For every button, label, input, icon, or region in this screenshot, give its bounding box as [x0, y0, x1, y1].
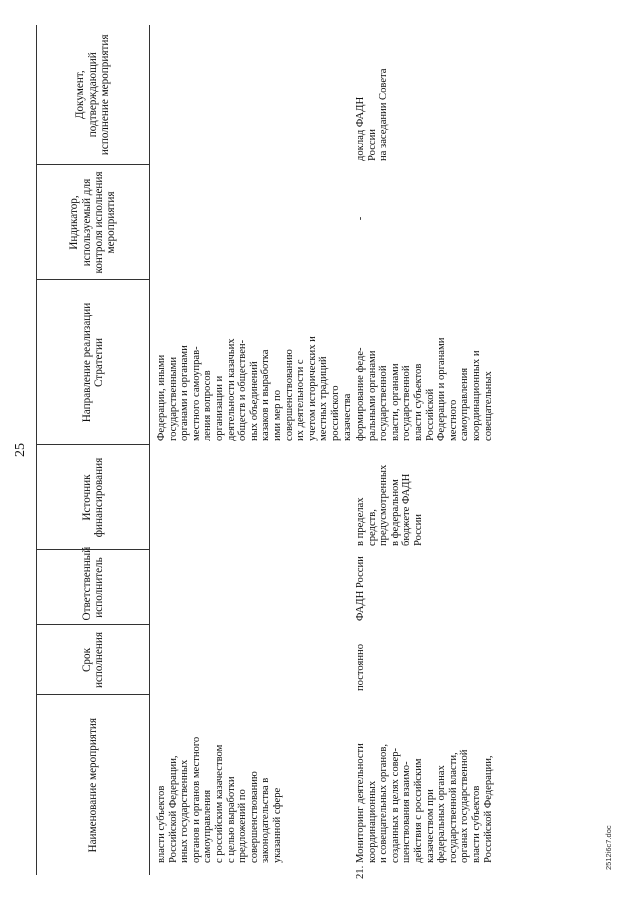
event-name-text: Мониторинг деятельности координационных и совещательных органов, созданных в целях совер- шенствования взаимо- действия с российским казачеством при федеральных органах государственной власти, органах государственной власти субъектов Российской Федерации, [355, 743, 494, 863]
header-direction: Направление реализации Стратегии [37, 280, 150, 445]
executor-cell: ФАДН России [355, 556, 367, 621]
event-name-cell: власти субъектов Российской Федерации, иных государственных органов и органов местного самоуправления с российским казачеством с целью выработки предложений по совершенствованию законодательства в указанной сфере [156, 736, 283, 863]
events-table [36, 25, 494, 879]
direction-cell: Федерации, иными государственными органами и органами местного самоуправ- ления вопросов организации и деятельности казачьих обществ и обществен- ных объединений казаков и выработка ими мер по совершенствованию их деятельности с учетом исторических и местных традиций российского казачества [156, 336, 353, 441]
footer-file-code: 2512i6c7.doc [604, 825, 613, 870]
header-funding: Источник финансирования [37, 445, 150, 550]
direction-cell: формирование феде- ральными органами государственной власти, органами государственной власти субъектов Российской Федерации и органами местного самоуправления координационных и совещательных [355, 337, 494, 441]
event-name-cell [353, 695, 494, 879]
page-number: 25 [13, 443, 28, 457]
row-number: 21. [355, 865, 367, 879]
indicator-dash: - [355, 216, 367, 221]
document-cell [150, 25, 354, 165]
header-indicator: Индикатор, используемый для контроля исполнения мероприятия [37, 165, 150, 280]
header-executor: Ответственный исполнитель [37, 550, 150, 625]
funding-cell [150, 445, 354, 550]
term-cell: постоянно [355, 643, 367, 691]
header-document: Документ, подтверждающий исполнение мероприятия [37, 25, 150, 165]
header-event-name: Наименование мероприятия [37, 695, 150, 875]
term-cell [150, 625, 354, 695]
table-row [353, 25, 494, 875]
executor-cell [150, 550, 354, 625]
header-term: Срок исполнения [37, 625, 150, 695]
document-cell: доклад ФАДН России на заседании Совета [355, 68, 390, 161]
table-header-row [37, 25, 150, 875]
indicator-cell [150, 165, 354, 280]
table-row [150, 25, 354, 875]
indicator-cell [353, 165, 494, 280]
funding-cell: в пределах средств, предусмотренных в федеральном бюджете ФАДН России [355, 464, 425, 546]
